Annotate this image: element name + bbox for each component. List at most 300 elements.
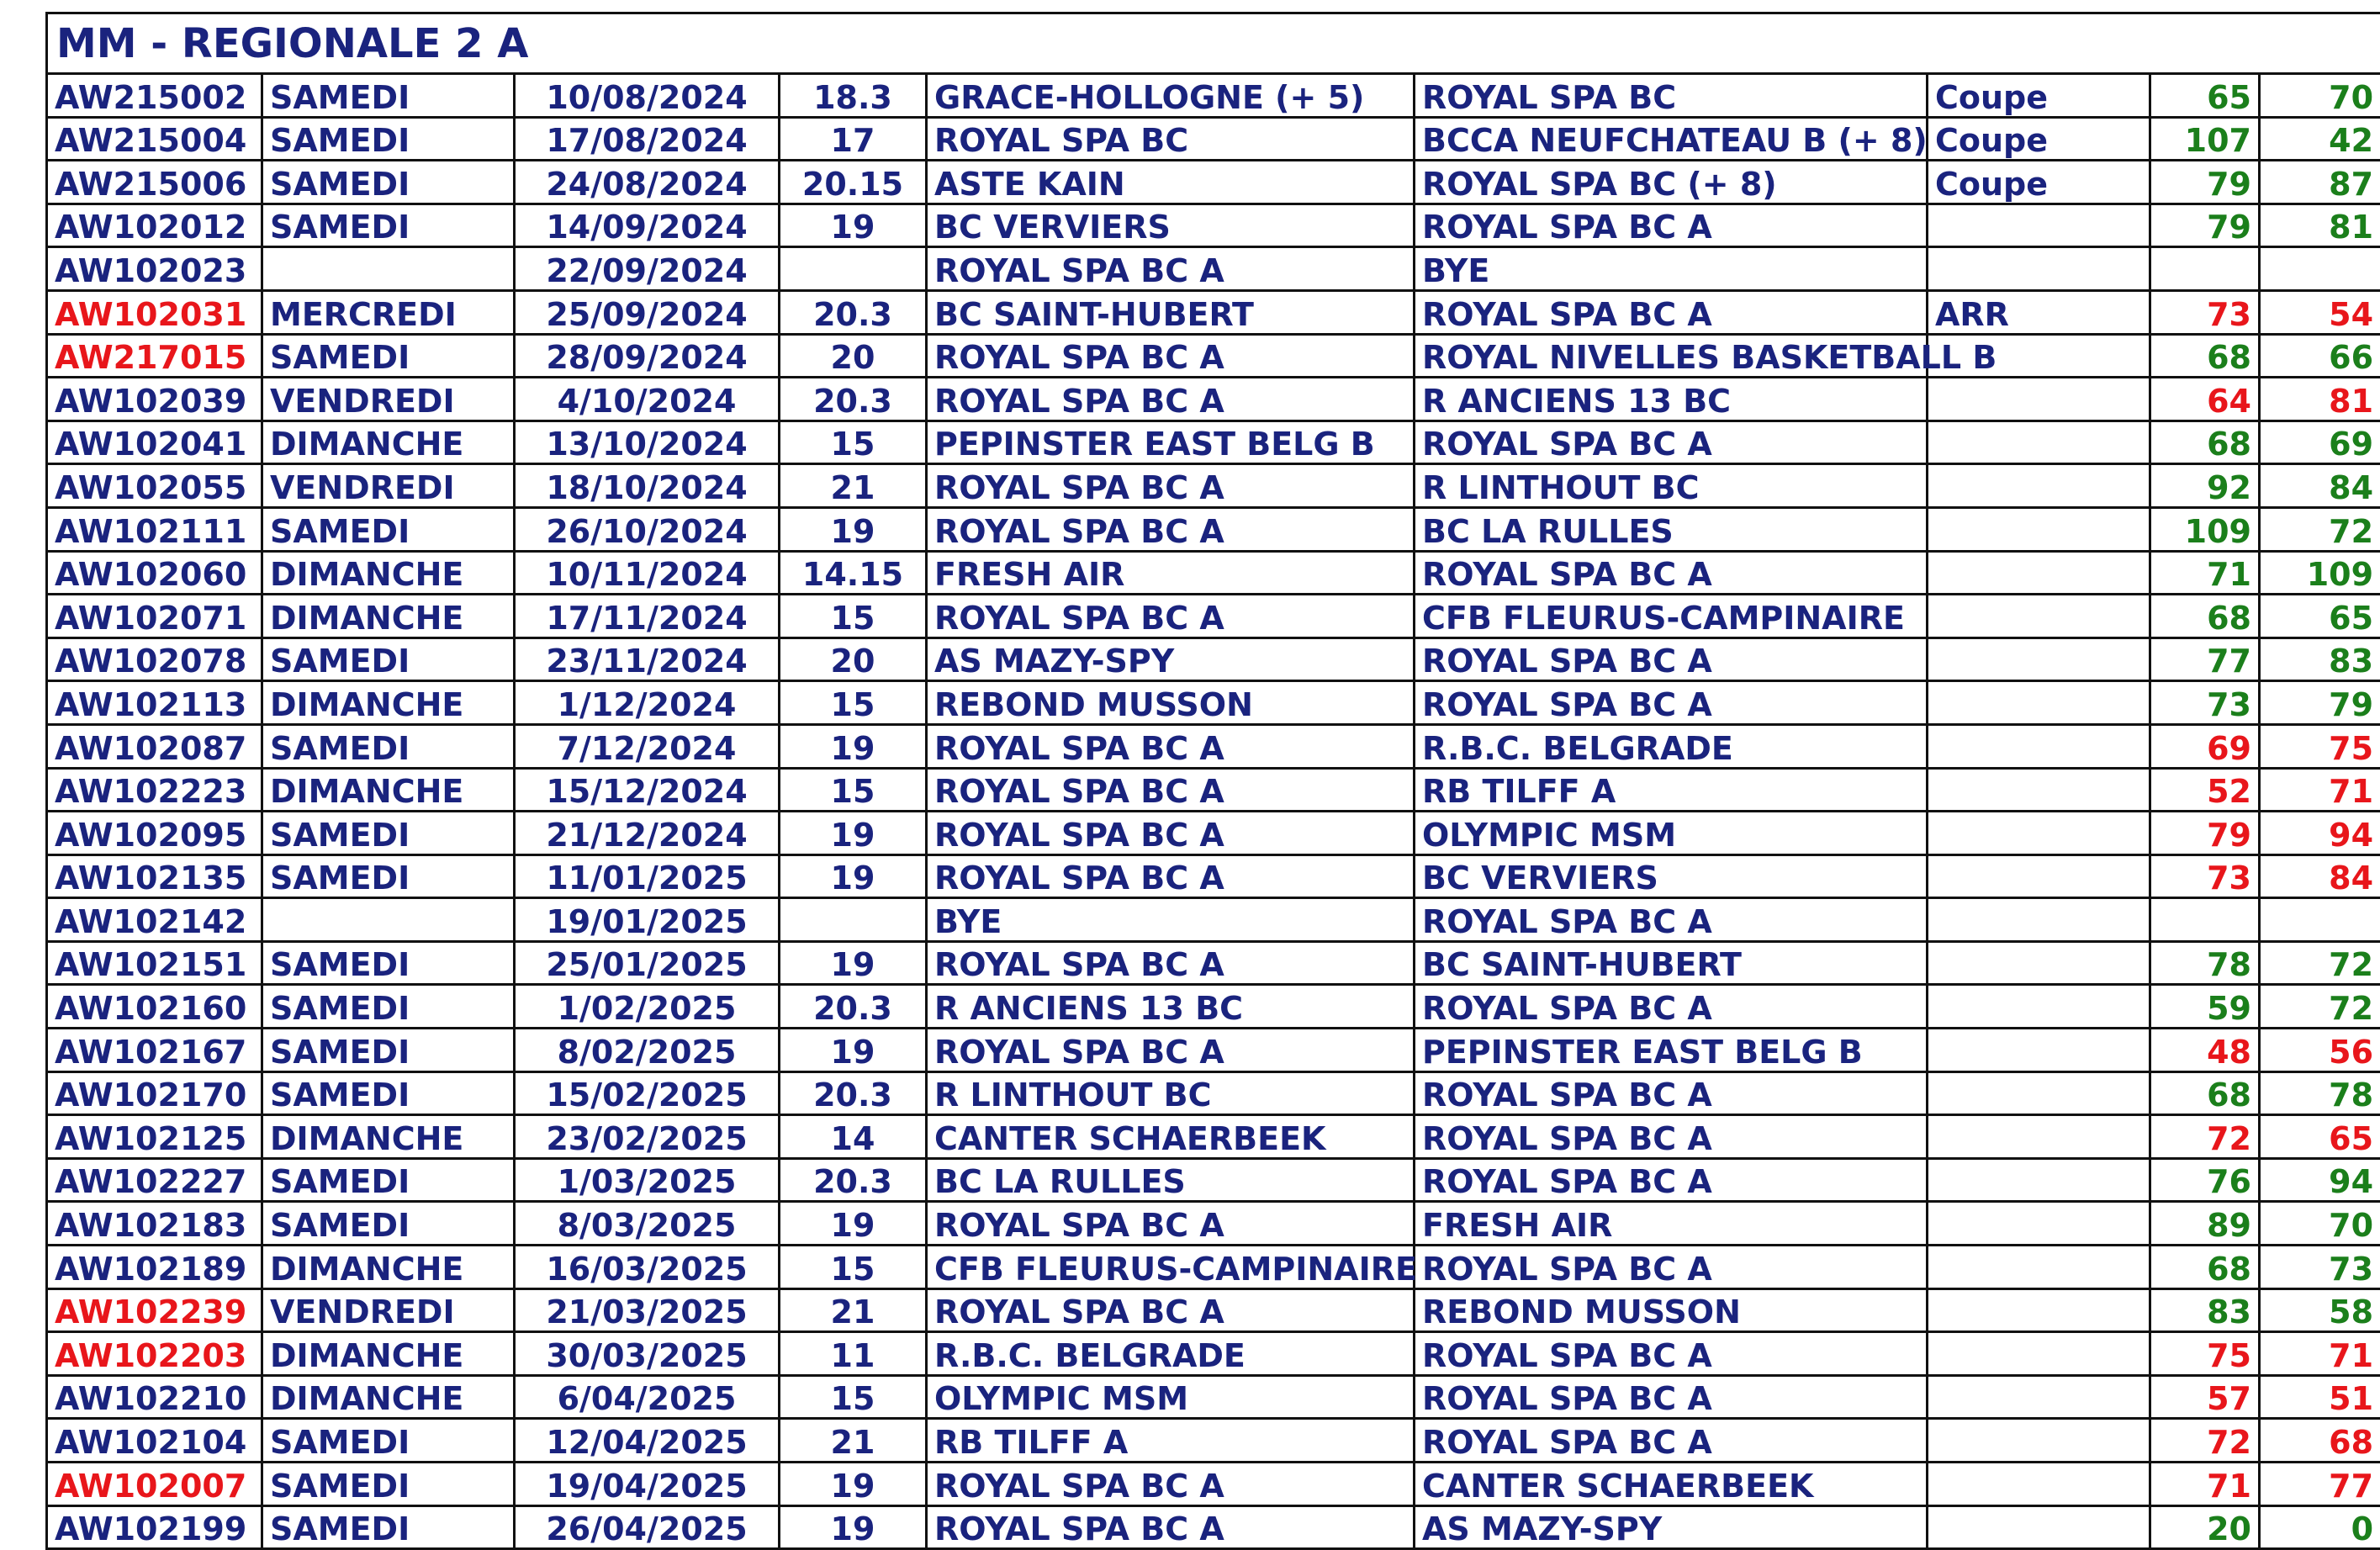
game-code: AW102167: [47, 1029, 262, 1072]
away-team: BC LA RULLES: [1415, 507, 1928, 551]
game-note: [1928, 421, 2150, 464]
home-team: ROYAL SPA BC A: [927, 247, 1415, 291]
game-note: [1928, 768, 2150, 812]
table-row: [47, 1463, 2380, 1506]
game-date: 30/03/2025: [515, 1332, 780, 1376]
game-day: SAMEDI: [262, 1463, 515, 1506]
home-score: 109: [2150, 507, 2260, 551]
game-date: 16/03/2025: [515, 1246, 780, 1289]
away-score: 42: [2260, 117, 2380, 161]
table-row: [47, 768, 2380, 812]
schedule-sheet: [45, 12, 2380, 1550]
home-score: 83: [2150, 1288, 2260, 1332]
home-team: ROYAL SPA BC: [927, 117, 1415, 161]
away-score: 83: [2260, 637, 2380, 681]
game-code: AW102135: [47, 854, 262, 898]
home-team: ROYAL SPA BC A: [927, 812, 1415, 855]
game-day: SAMEDI: [262, 724, 515, 768]
game-note: [1928, 1419, 2150, 1463]
game-day: DIMANCHE: [262, 1332, 515, 1376]
away-team: FRESH AIR: [1415, 1202, 1928, 1246]
game-day: DIMANCHE: [262, 421, 515, 464]
table-row: [47, 1029, 2380, 1072]
game-code: AW102151: [47, 941, 262, 985]
game-date: 22/09/2024: [515, 247, 780, 291]
game-note: [1928, 595, 2150, 638]
game-code: AW102023: [47, 247, 262, 291]
game-note: [1928, 507, 2150, 551]
game-time: 19: [780, 812, 927, 855]
game-code: AW217015: [47, 334, 262, 378]
away-team: R LINTHOUT BC: [1415, 464, 1928, 508]
away-score: 71: [2260, 1332, 2380, 1376]
away-score: 72: [2260, 507, 2380, 551]
game-code: AW215002: [47, 74, 262, 118]
game-code: AW102071: [47, 595, 262, 638]
game-code: AW215006: [47, 161, 262, 204]
table-row: [47, 334, 2380, 378]
game-day: SAMEDI: [262, 985, 515, 1029]
game-time: 19: [780, 1029, 927, 1072]
away-score: 71: [2260, 768, 2380, 812]
game-time: 15: [780, 595, 927, 638]
game-note: Coupe: [1928, 117, 2150, 161]
home-team: ROYAL SPA BC A: [927, 1202, 1415, 1246]
game-time: 20: [780, 637, 927, 681]
away-score: 81: [2260, 204, 2380, 247]
home-score: 68: [2150, 595, 2260, 638]
game-note: [1928, 1071, 2150, 1115]
game-code: AW102104: [47, 1419, 262, 1463]
game-note: [1928, 985, 2150, 1029]
game-day: DIMANCHE: [262, 1246, 515, 1289]
game-time: 18.3: [780, 74, 927, 118]
game-note: [1928, 1029, 2150, 1072]
game-time: 19: [780, 1463, 927, 1506]
game-code: AW102210: [47, 1375, 262, 1419]
game-time: 21: [780, 1288, 927, 1332]
game-code: AW102012: [47, 204, 262, 247]
game-day: SAMEDI: [262, 812, 515, 855]
home-score: [2150, 898, 2260, 942]
game-date: 8/03/2025: [515, 1202, 780, 1246]
game-note: [1928, 1202, 2150, 1246]
home-team: ROYAL SPA BC A: [927, 941, 1415, 985]
game-code: AW102125: [47, 1115, 262, 1159]
table-row: [47, 507, 2380, 551]
home-score: 68: [2150, 1071, 2260, 1115]
game-date: 19/04/2025: [515, 1463, 780, 1506]
game-day: VENDREDI: [262, 1288, 515, 1332]
game-date: 25/09/2024: [515, 290, 780, 334]
home-team: ASTE KAIN: [927, 161, 1415, 204]
game-time: 15: [780, 1375, 927, 1419]
away-score: 72: [2260, 985, 2380, 1029]
game-day: SAMEDI: [262, 854, 515, 898]
game-day: SAMEDI: [262, 1158, 515, 1202]
home-team: BYE: [927, 898, 1415, 942]
away-score: 77: [2260, 1463, 2380, 1506]
game-time: 15: [780, 768, 927, 812]
home-score: 72: [2150, 1419, 2260, 1463]
game-day: DIMANCHE: [262, 1375, 515, 1419]
game-note: [1928, 551, 2150, 595]
table-row: [47, 464, 2380, 508]
game-time: 20.3: [780, 378, 927, 421]
game-day: SAMEDI: [262, 507, 515, 551]
away-score: 68: [2260, 1419, 2380, 1463]
away-team: AS MAZY-SPY: [1415, 1505, 1928, 1549]
game-date: 26/04/2025: [515, 1505, 780, 1549]
away-team: BC SAINT-HUBERT: [1415, 941, 1928, 985]
game-day: DIMANCHE: [262, 681, 515, 725]
game-code: AW102087: [47, 724, 262, 768]
game-day: DIMANCHE: [262, 551, 515, 595]
home-score: 77: [2150, 637, 2260, 681]
game-code: AW102111: [47, 507, 262, 551]
sheet-title: MM - REGIONALE 2 A: [47, 13, 2380, 74]
game-code: AW102160: [47, 985, 262, 1029]
table-row: [47, 1375, 2380, 1419]
game-time: [780, 247, 927, 291]
game-note: [1928, 247, 2150, 291]
table-row: [47, 1246, 2380, 1289]
game-time: 19: [780, 941, 927, 985]
home-score: 73: [2150, 290, 2260, 334]
away-score: 94: [2260, 812, 2380, 855]
game-date: 1/02/2025: [515, 985, 780, 1029]
away-team: PEPINSTER EAST BELG B: [1415, 1029, 1928, 1072]
home-team: ROYAL SPA BC A: [927, 464, 1415, 508]
home-team: ROYAL SPA BC A: [927, 1505, 1415, 1549]
table-row: [47, 1332, 2380, 1376]
home-team: RB TILFF A: [927, 1419, 1415, 1463]
game-time: 20: [780, 334, 927, 378]
home-score: 68: [2150, 1246, 2260, 1289]
away-team: ROYAL SPA BC A: [1415, 1115, 1928, 1159]
home-team: ROYAL SPA BC A: [927, 378, 1415, 421]
table-row: [47, 898, 2380, 942]
home-team: ROYAL SPA BC A: [927, 507, 1415, 551]
game-time: 19: [780, 1505, 927, 1549]
home-team: ROYAL SPA BC A: [927, 595, 1415, 638]
game-note: [1928, 378, 2150, 421]
table-row: [47, 812, 2380, 855]
game-date: 25/01/2025: [515, 941, 780, 985]
away-score: 65: [2260, 595, 2380, 638]
game-time: 20.3: [780, 1071, 927, 1115]
away-team: BCCA NEUFCHATEAU B (+ 8): [1415, 117, 1928, 161]
game-code: AW102183: [47, 1202, 262, 1246]
game-time: 11: [780, 1332, 927, 1376]
game-day: MERCREDI: [262, 290, 515, 334]
game-code: AW102203: [47, 1332, 262, 1376]
away-score: 0: [2260, 1505, 2380, 1549]
game-date: 17/11/2024: [515, 595, 780, 638]
home-score: 73: [2150, 681, 2260, 725]
home-score: 48: [2150, 1029, 2260, 1072]
home-score: [2150, 247, 2260, 291]
game-day: SAMEDI: [262, 334, 515, 378]
game-time: 14.15: [780, 551, 927, 595]
table-row: [47, 1505, 2380, 1549]
game-day: SAMEDI: [262, 1505, 515, 1549]
table-row: [47, 1288, 2380, 1332]
game-time: 17: [780, 117, 927, 161]
home-team: ROYAL SPA BC A: [927, 768, 1415, 812]
table-row: [47, 247, 2380, 291]
home-team: PEPINSTER EAST BELG B: [927, 421, 1415, 464]
game-note: [1928, 1375, 2150, 1419]
home-team: R ANCIENS 13 BC: [927, 985, 1415, 1029]
game-date: 23/11/2024: [515, 637, 780, 681]
game-note: [1928, 637, 2150, 681]
away-score: 56: [2260, 1029, 2380, 1072]
game-note: [1928, 1332, 2150, 1376]
home-team: ROYAL SPA BC A: [927, 1463, 1415, 1506]
game-note: [1928, 1505, 2150, 1549]
home-team: BC LA RULLES: [927, 1158, 1415, 1202]
game-date: 18/10/2024: [515, 464, 780, 508]
away-score: 69: [2260, 421, 2380, 464]
game-time: 19: [780, 204, 927, 247]
away-score: 87: [2260, 161, 2380, 204]
away-score: 84: [2260, 854, 2380, 898]
table-row: [47, 290, 2380, 334]
away-score: 94: [2260, 1158, 2380, 1202]
away-score: 79: [2260, 681, 2380, 725]
away-team: ROYAL SPA BC A: [1415, 1071, 1928, 1115]
away-team: BYE: [1415, 247, 1928, 291]
table-row: [47, 204, 2380, 247]
game-time: 15: [780, 421, 927, 464]
game-day: DIMANCHE: [262, 1115, 515, 1159]
game-day: [262, 247, 515, 291]
away-score: 65: [2260, 1115, 2380, 1159]
away-team: ROYAL SPA BC A: [1415, 1158, 1928, 1202]
away-team: ROYAL SPA BC A: [1415, 1246, 1928, 1289]
game-note: [1928, 204, 2150, 247]
game-time: 20.3: [780, 985, 927, 1029]
away-team: ROYAL SPA BC A: [1415, 1375, 1928, 1419]
game-day: VENDREDI: [262, 378, 515, 421]
home-score: 107: [2150, 117, 2260, 161]
game-code: AW102031: [47, 290, 262, 334]
home-score: 89: [2150, 1202, 2260, 1246]
game-date: 12/04/2025: [515, 1419, 780, 1463]
table-row: [47, 681, 2380, 725]
game-code: AW102055: [47, 464, 262, 508]
home-score: 78: [2150, 941, 2260, 985]
away-score: 75: [2260, 724, 2380, 768]
game-time: 20.3: [780, 1158, 927, 1202]
game-date: 6/04/2025: [515, 1375, 780, 1419]
game-date: 28/09/2024: [515, 334, 780, 378]
game-code: AW102007: [47, 1463, 262, 1506]
title-row: [47, 13, 2380, 74]
home-team: BC SAINT-HUBERT: [927, 290, 1415, 334]
game-note: [1928, 1246, 2150, 1289]
game-code: AW102039: [47, 378, 262, 421]
game-date: 24/08/2024: [515, 161, 780, 204]
game-day: SAMEDI: [262, 117, 515, 161]
away-team: OLYMPIC MSM: [1415, 812, 1928, 855]
game-time: 19: [780, 854, 927, 898]
game-day: SAMEDI: [262, 74, 515, 118]
table-row: [47, 854, 2380, 898]
table-row: [47, 378, 2380, 421]
away-team: ROYAL SPA BC A: [1415, 290, 1928, 334]
home-team: ROYAL SPA BC A: [927, 1288, 1415, 1332]
game-code: AW102078: [47, 637, 262, 681]
game-note: [1928, 724, 2150, 768]
game-code: AW102239: [47, 1288, 262, 1332]
game-day: SAMEDI: [262, 1419, 515, 1463]
away-team: REBOND MUSSON: [1415, 1288, 1928, 1332]
away-team: BC VERVIERS: [1415, 854, 1928, 898]
game-day: SAMEDI: [262, 1029, 515, 1072]
home-team: ROYAL SPA BC A: [927, 724, 1415, 768]
game-date: 8/02/2025: [515, 1029, 780, 1072]
game-date: 10/11/2024: [515, 551, 780, 595]
game-time: 19: [780, 1202, 927, 1246]
away-team: ROYAL SPA BC A: [1415, 204, 1928, 247]
game-date: 1/03/2025: [515, 1158, 780, 1202]
game-day: SAMEDI: [262, 941, 515, 985]
table-row: [47, 1115, 2380, 1159]
game-date: 10/08/2024: [515, 74, 780, 118]
game-date: 21/03/2025: [515, 1288, 780, 1332]
home-score: 75: [2150, 1332, 2260, 1376]
home-score: 65: [2150, 74, 2260, 118]
game-day: DIMANCHE: [262, 595, 515, 638]
game-code: AW102142: [47, 898, 262, 942]
game-code: AW102095: [47, 812, 262, 855]
schedule-table: [45, 12, 2380, 1550]
away-score: 54: [2260, 290, 2380, 334]
home-team: R LINTHOUT BC: [927, 1071, 1415, 1115]
home-team: CANTER SCHAERBEEK: [927, 1115, 1415, 1159]
away-team: CANTER SCHAERBEEK: [1415, 1463, 1928, 1506]
game-note: [1928, 681, 2150, 725]
away-score: [2260, 898, 2380, 942]
game-code: AW102189: [47, 1246, 262, 1289]
home-score: 79: [2150, 204, 2260, 247]
game-code: AW102060: [47, 551, 262, 595]
game-code: AW102223: [47, 768, 262, 812]
home-score: 68: [2150, 421, 2260, 464]
table-row: [47, 985, 2380, 1029]
away-team: RB TILFF A: [1415, 768, 1928, 812]
game-date: 26/10/2024: [515, 507, 780, 551]
game-date: 17/08/2024: [515, 117, 780, 161]
away-score: [2260, 247, 2380, 291]
home-score: 79: [2150, 812, 2260, 855]
away-team: ROYAL SPA BC A: [1415, 985, 1928, 1029]
home-score: 92: [2150, 464, 2260, 508]
home-score: 73: [2150, 854, 2260, 898]
away-team: ROYAL SPA BC A: [1415, 421, 1928, 464]
game-date: 14/09/2024: [515, 204, 780, 247]
home-team: FRESH AIR: [927, 551, 1415, 595]
away-team: CFB FLEURUS-CAMPINAIRE: [1415, 595, 1928, 638]
table-row: [47, 421, 2380, 464]
game-note: [1928, 1288, 2150, 1332]
game-day: SAMEDI: [262, 161, 515, 204]
home-score: 71: [2150, 1463, 2260, 1506]
home-score: 64: [2150, 378, 2260, 421]
home-team: R.B.C. BELGRADE: [927, 1332, 1415, 1376]
home-team: OLYMPIC MSM: [927, 1375, 1415, 1419]
table-row: [47, 941, 2380, 985]
game-note: [1928, 1115, 2150, 1159]
game-note: Coupe: [1928, 161, 2150, 204]
game-day: SAMEDI: [262, 204, 515, 247]
game-time: 20.3: [780, 290, 927, 334]
game-note: [1928, 1158, 2150, 1202]
home-score: 79: [2150, 161, 2260, 204]
home-score: 72: [2150, 1115, 2260, 1159]
home-score: 76: [2150, 1158, 2260, 1202]
game-day: VENDREDI: [262, 464, 515, 508]
table-row: [47, 1419, 2380, 1463]
home-team: ROYAL SPA BC A: [927, 1029, 1415, 1072]
game-date: 23/02/2025: [515, 1115, 780, 1159]
game-day: SAMEDI: [262, 637, 515, 681]
table-row: [47, 74, 2380, 118]
table-row: [47, 117, 2380, 161]
game-time: 19: [780, 724, 927, 768]
away-team: ROYAL SPA BC A: [1415, 1419, 1928, 1463]
game-day: SAMEDI: [262, 1202, 515, 1246]
game-time: 20.15: [780, 161, 927, 204]
game-code: AW102041: [47, 421, 262, 464]
table-row: [47, 161, 2380, 204]
home-team: CFB FLEURUS-CAMPINAIRE: [927, 1246, 1415, 1289]
game-date: 21/12/2024: [515, 812, 780, 855]
away-team: ROYAL SPA BC: [1415, 74, 1928, 118]
game-time: 21: [780, 1419, 927, 1463]
game-code: AW102170: [47, 1071, 262, 1115]
game-date: 19/01/2025: [515, 898, 780, 942]
game-day: DIMANCHE: [262, 768, 515, 812]
away-score: 66: [2260, 334, 2380, 378]
game-time: 15: [780, 681, 927, 725]
home-score: 68: [2150, 334, 2260, 378]
away-score: 70: [2260, 1202, 2380, 1246]
game-time: 21: [780, 464, 927, 508]
game-note: [1928, 1463, 2150, 1506]
away-score: 78: [2260, 1071, 2380, 1115]
home-team: GRACE-HOLLOGNE (+ 5): [927, 74, 1415, 118]
game-date: 4/10/2024: [515, 378, 780, 421]
away-team: ROYAL SPA BC A: [1415, 551, 1928, 595]
away-score: 109: [2260, 551, 2380, 595]
away-team: ROYAL SPA BC A: [1415, 637, 1928, 681]
table-row: [47, 1071, 2380, 1115]
game-note: [1928, 812, 2150, 855]
game-date: 1/12/2024: [515, 681, 780, 725]
away-score: 58: [2260, 1288, 2380, 1332]
game-date: 11/01/2025: [515, 854, 780, 898]
home-team: ROYAL SPA BC A: [927, 334, 1415, 378]
home-team: REBOND MUSSON: [927, 681, 1415, 725]
away-team: ROYAL SPA BC (+ 8): [1415, 161, 1928, 204]
game-code: AW215004: [47, 117, 262, 161]
away-score: 81: [2260, 378, 2380, 421]
away-team: R ANCIENS 13 BC: [1415, 378, 1928, 421]
game-day: [262, 898, 515, 942]
